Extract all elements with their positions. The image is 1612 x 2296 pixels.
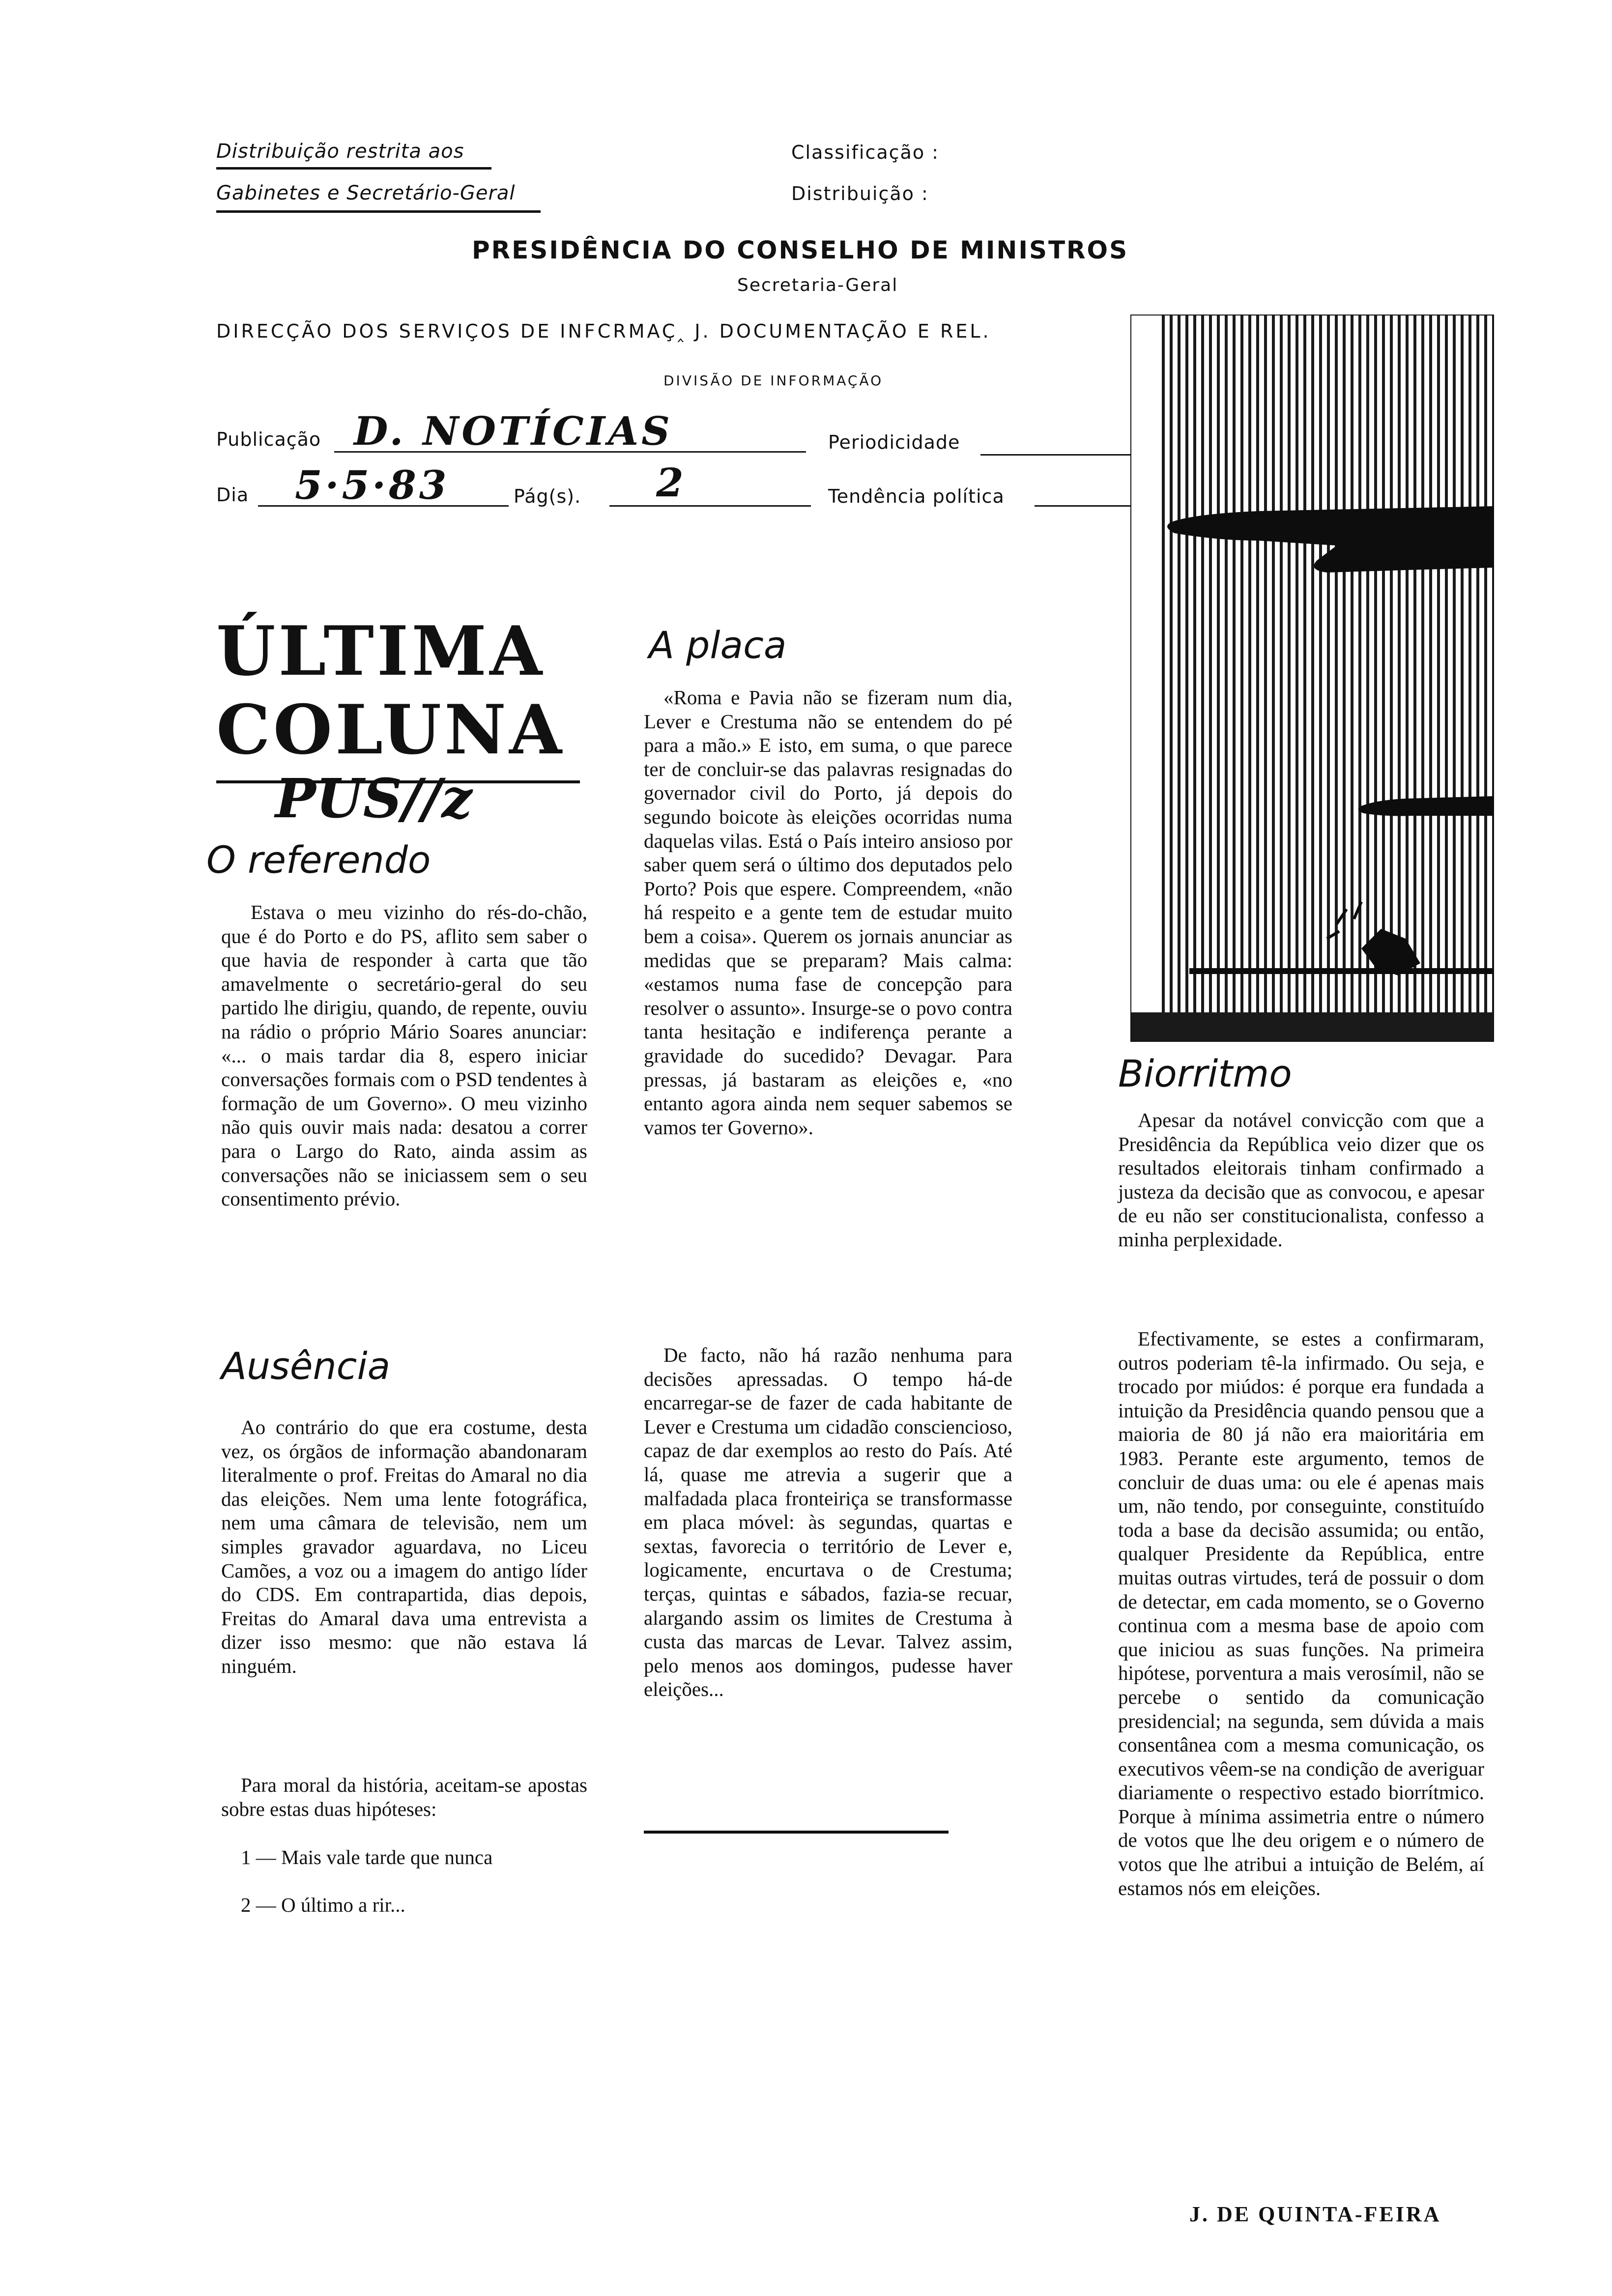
- heading-ausencia: Ausência: [221, 1344, 391, 1388]
- hypothesis-1: 1 — Mais vale tarde que nunca: [241, 1846, 493, 1868]
- publicacao-handwritten: D. NOTÍCIAS: [354, 408, 673, 454]
- tendencia-field-line: [1035, 505, 1138, 507]
- direccao-servicos: DIRECÇÃO DOS SERVIÇOS DE INFCRMAÇ‸ J. DOCUMENTAÇÃO E REL.: [216, 320, 991, 342]
- masthead-coluna: COLUNA: [216, 689, 565, 770]
- pags-field-line: [609, 505, 811, 507]
- divisao-informacao: DIVISÃO DE INFORMAÇÃO: [663, 373, 884, 389]
- placa-paragraph-2: De facto, não há razão nenhuma para decisões apressadas. O tempo há-de encarregar-se de fazer de cada habitante de Lever e Crestuma um cidadão consciencioso, capaz de dar exemplos ao resto do País. Até lá, quase me atrevia a sugerir que a malfadada placa fronteiriça se transformasse em placa móvel: às segundas, quartas e sextas, favorecia o território de Lever e, logicamente, encurtava o de Crestuma; terças, quintas e sábados, fazia-se recuar, alargando assim os limites de Crestuma à custa das marcas de Levar. Talvez assim, pelo menos aos domingos, pudesse haver eleições...: [644, 1344, 1012, 1701]
- distribution-line-2: Gabinetes e Secretário-Geral: [216, 182, 516, 204]
- signature: J. DE QUINTA-FEIRA: [1189, 2202, 1441, 2226]
- masthead-ultima: ÚLTIMA: [216, 611, 546, 691]
- pags-handwritten: 2: [656, 459, 684, 506]
- biorritmo-paragraph-1: Apesar da notável convicção com que a Presidência da República veio dizer que os resultados eleitorais tinham confirmado a justeza da decisão que as convocou, e apesar de eu não ser constitucionalista, confesso a minha perplexidade.: [1118, 1109, 1484, 1251]
- rule: [216, 210, 541, 213]
- distribution-line-1: Distribuição restrita aos: [216, 140, 464, 163]
- dia-label: Dia: [216, 484, 249, 506]
- handwritten-mark: PUS//z: [275, 767, 472, 830]
- referendo-paragraph: Estava o meu vizinho do rés-do-chão, que é do Porto e do PS, aflito sem saber o que havia de responder à carta que tão amavelmente o secretário-geral do seu partido lhe dirigiu, quando, de repente, ouviu na rádio o próprio Mário Soares anunciar: «... o mais tardar dia 8, espero iniciar conversações formais com o PSD tendentes à formação de um Governo». O meu vizinho não quis ouvir mais nada: desatou a correr para o Largo do Rato, ainda assim as conversações não se iniciassem sem o seu consentimento prévio.: [221, 901, 587, 1210]
- ausencia-paragraph: Ao contrário do que era costume, desta vez, os órgãos de informação abandonaram literalmente o prof. Freitas do Amaral no dia das eleições. Nem uma lente fotográfica, nem uma câmara de televisão, nem um simples gravador aguardava, no Liceu Camões, a voz ou a imagem do antigo líder do CDS. Em contrapartida, dias depois, Freitas do Amaral dava uma entrevista a dizer isso mesmo: que não estava lá ninguém.: [221, 1416, 587, 1677]
- pointing-hand-illustration: [1130, 315, 1494, 1042]
- heading-biorritmo: Biorritmo: [1118, 1052, 1292, 1095]
- heading-o-referendo: O referendo: [206, 838, 431, 882]
- periodicidade-label: Periodicidade: [828, 431, 960, 453]
- placa-paragraph-1: «Roma e Pavia não se fizeram num dia, Lever e Crestuma não se entendem do pé para a mão.» E isto, em suma, o que parece ter de concluir-se das palavras resignadas do governador civil do Porto, já depois do segundo boicote às eleições ocorridas numa daquelas vilas. Está o País inteiro ansioso por saber quem será o último dos deputados pelo Porto? Pois que espere. Compreendem, «não há respeito e a gente tem de estudar muito bem a coisa». Querem os jornais anunciar as medidas que se preparam? Mais calma: «estamos numa fase de concepção para resolver o assunto». Insurge-se o povo contra tanta hesitação e indiferença perante a gravidade do sucedido? Devagar. Para pressas, já bastaram as eleições e, «no entanto agora ainda nem sequer sabemos se vamos ter Governo».: [644, 686, 1012, 1139]
- rule: [216, 167, 491, 170]
- secretaria-geral: Secretaria-Geral: [737, 275, 898, 295]
- ausencia-paragraph-2: Para moral da história, aceitam-se apostas sobre estas duas hipóteses:: [221, 1774, 587, 1820]
- tendencia-label: Tendência política: [828, 486, 1005, 507]
- publicacao-label: Publicação: [216, 429, 321, 450]
- periodicidade-field-line: [980, 454, 1138, 456]
- distribuicao-label: Distribuição :: [791, 183, 929, 204]
- hypothesis-2: 2 — O último a rir...: [241, 1894, 405, 1916]
- column-end-rule: [644, 1831, 949, 1834]
- classificacao-label: Classificação :: [791, 142, 939, 163]
- dia-handwritten: 5·5·83: [295, 462, 450, 508]
- striped-background: [1160, 315, 1494, 1022]
- heading-a-placa: A placa: [649, 623, 787, 667]
- pags-label: Pág(s).: [514, 486, 581, 507]
- biorritmo-paragraph-2: Efectivamente, se estes a confirmaram, outros poderiam tê-la infirmado. Ou seja, e trocado por miúdos: é porque era fundada a intuição da Presidência quando pensou que a maioria de 80 já não era maioritária em 1983. Perante este argumento, temos de concluir de duas uma: ou ele é apenas mais um, não tendo, por conseguinte, constituído toda a base da decisão assumida; ou então, qualquer Presidente da República, entre muitas outras virtudes, terá de possuir o dom de detectar, em cada momento, se o Governo continua com a mesma base de apoio com que iniciou as suas funções. Na primeira hipótese, porventura a mais verosímil, não se percebe o sentido da comunicação presidencial; na segunda, sem dúvida a mais consentânea com a mesma comunicação, os executivos vêem-se na condição de averiguar diariamente o respectivo estado biorrítmico. Porque à mínima assimetria entre o número de votos que lhe deu origem e o número de votos que lhe atribui a intuição de Belém, aí estamos nós em eleições.: [1118, 1327, 1484, 1899]
- presidencia-title: PRESIDÊNCIA DO CONSELHO DE MINISTROS: [472, 236, 1129, 264]
